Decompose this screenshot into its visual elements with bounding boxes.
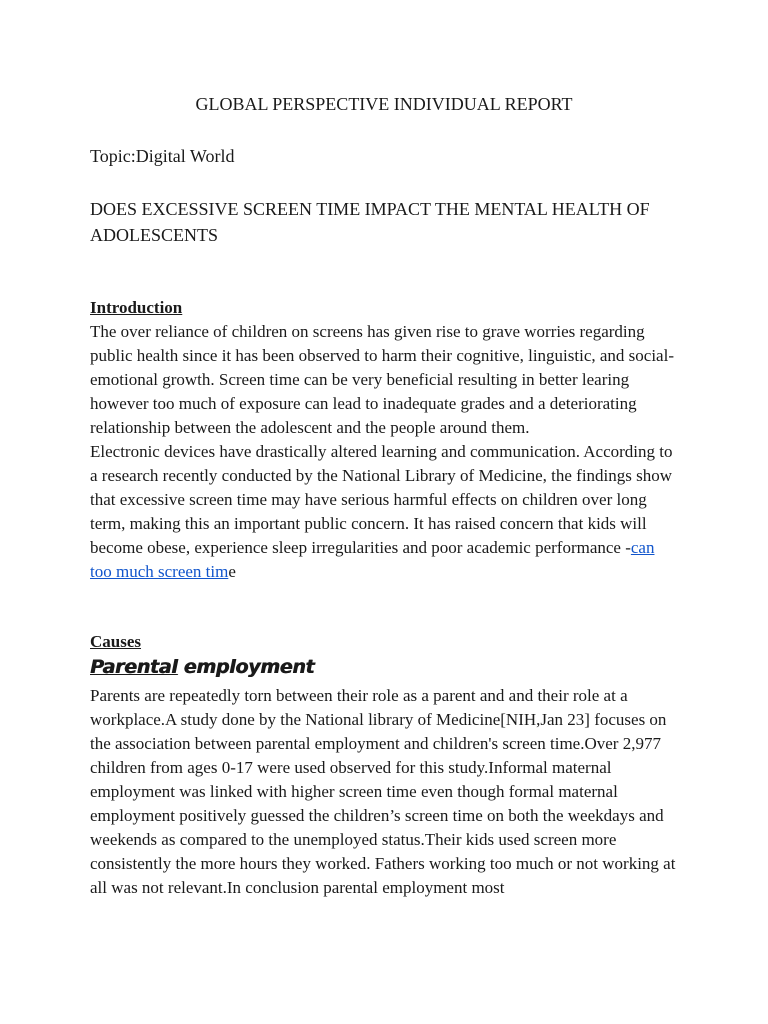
source-link-tail: e	[228, 562, 236, 581]
subheading-word-1: Parental	[90, 656, 178, 678]
causes-body	[90, 684, 680, 900]
report-title: GLOBAL PERSPECTIVE INDIVIDUAL REPORT	[195, 94, 573, 114]
topic-line: Topic:Digital World	[90, 146, 235, 166]
causes-paragraph: Parents are repeatedly torn between their role as a parent and and their role at a workplace.A study done by the National library of Medicine[NIH,Jan 23] focuses on the association between parental employment and children's screen time.Over 2,977 children from ages 0-17 were used observed for this study.Informal maternal employment was linked with higher screen time even though formal maternal employment positively guessed the children’s screen time on both the weekdays and weekends as compared to the unemployed status.Their kids used screen more consistently the more hours they worked. Fathers working too much or not working at all was not relevant.In conclusion parental employment most	[90, 686, 676, 897]
subheading-word-2: employment	[183, 656, 315, 678]
causes-heading: Causes	[90, 632, 142, 651]
source-link[interactable]: can too much screen tim	[90, 538, 655, 581]
introduction-paragraph-2	[90, 440, 680, 584]
introduction-heading: Introduction	[90, 298, 183, 317]
introduction-paragraph-1: The over reliance of children on screens has given rise to grave worries regarding public health since it has been observed to harm their cognitive, linguistic, and social-emotional growth. Screen time can be very beneficial resulting in better learing however too much of exposure can lead to inadequate grades and a deteriorating relationship between the adolescent and the people around them.	[90, 322, 674, 437]
research-question: DOES EXCESSIVE SCREEN TIME IMPACT THE MENTAL HEALTH OF ADOLESCENTS	[90, 199, 650, 245]
introduction-paragraph-2-text: Electronic devices have drastically altered learning and communication. According to a research recently conducted by the National Library of Medicine, the findings show that excessive screen time may have serious harmful effects on children over long term, making this an important public concern. It has raised concern that kids will become obese, experience sleep irregularities and poor academic performance -	[90, 442, 673, 557]
parental-employment-subheading	[90, 654, 314, 680]
introduction-body	[90, 320, 680, 584]
